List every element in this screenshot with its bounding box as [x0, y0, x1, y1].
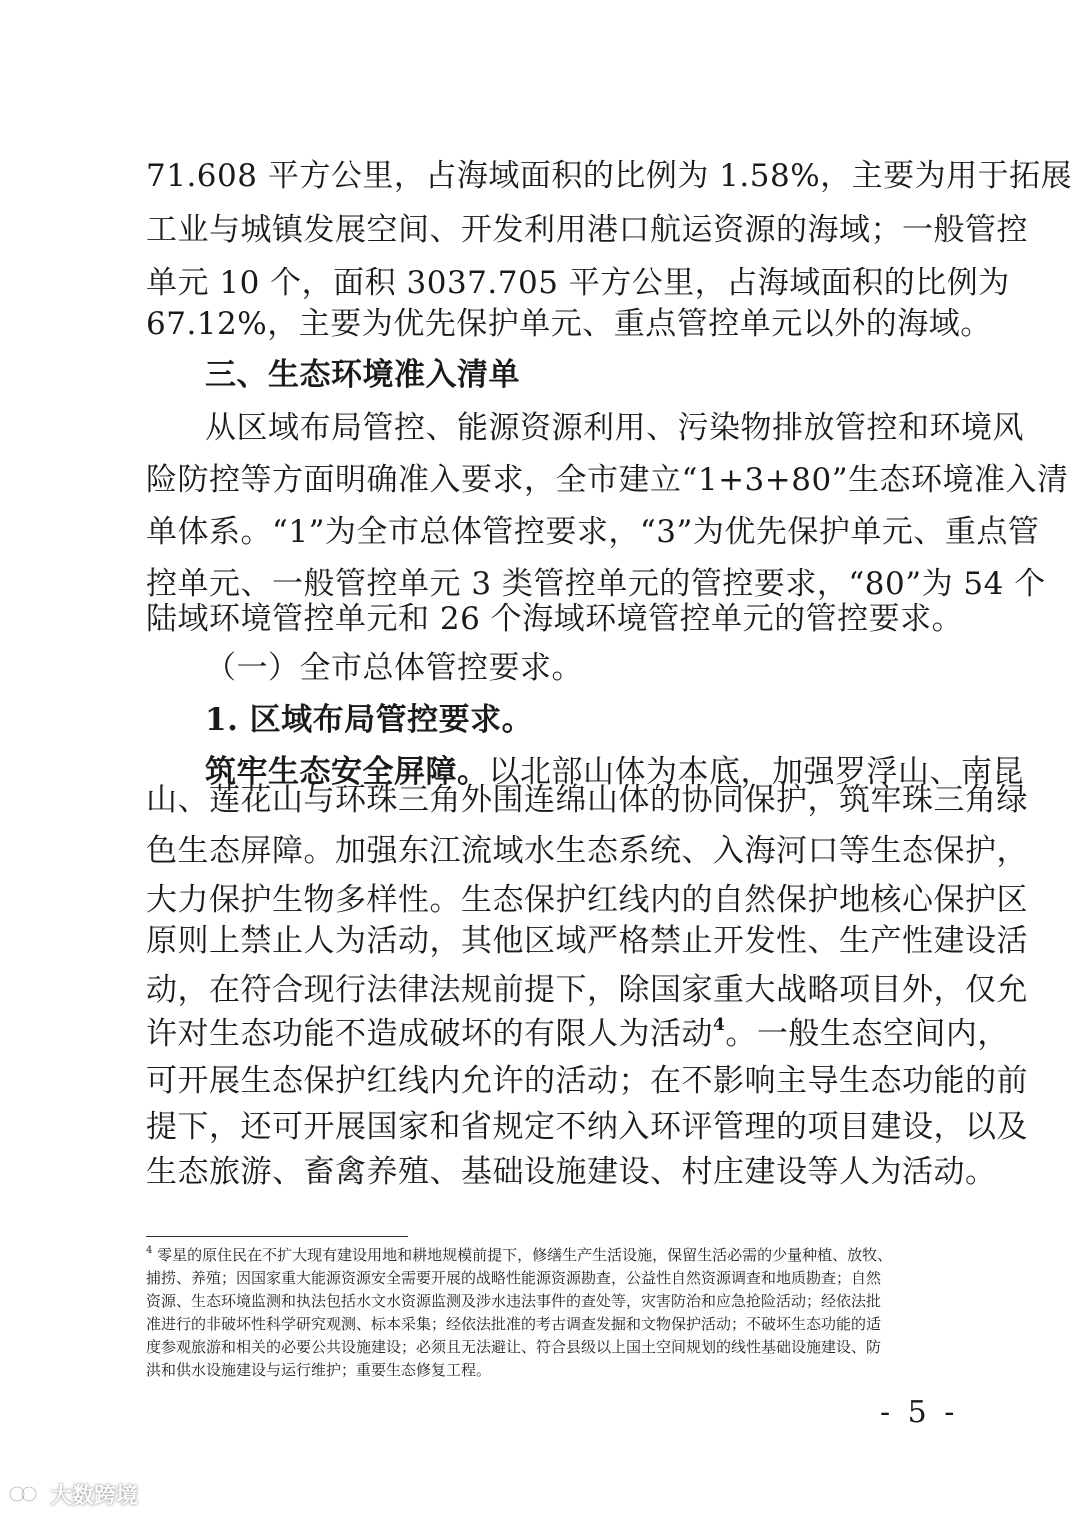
body-line-7: 险防控等方面明确准入要求，全市建立“1+3+80”生态环境准入清: [146, 462, 1069, 498]
body-line-14: 山、莲花山与环珠三角外围连绵山体的协同保护，筑牢珠三角绿: [146, 782, 1028, 818]
subsection-heading: （一）全市总体管控要求。: [205, 650, 583, 686]
footnote-ref[interactable]: 4: [713, 1015, 726, 1035]
body-line-10: 陆域环境管控单元和 26 个海域环境管控单元的管控要求。: [146, 601, 964, 637]
footnote-text-1: 零星的原住民在不扩大现有建设用地和耕地规模前提下，修缮生产生活设施，保留生活必需的少量种植、放牧、: [152, 1246, 893, 1264]
body-line-16: 大力保护生物多样性。生态保护红线内的自然保护地核心保护区: [146, 882, 1028, 918]
body-line-21: 提下，还可开展国家和省规定不纳入环评管理的项目建设，以及: [146, 1109, 1028, 1145]
watermark: [8, 1474, 138, 1514]
body-line-22: 生态旅游、畜禽养殖、基础设施建设、村庄建设等人为活动。: [146, 1154, 997, 1190]
body-line-19: [146, 1014, 1009, 1054]
paragraph-lead-rest: 以北部山体为本底，加强罗浮山、南昆: [488, 754, 1024, 790]
body-line-1: 71.608 平方公里，占海域面积的比例为 1.58%，主要为用于拓展: [146, 158, 1073, 194]
footnote-line-6: 洪和供水设施建设与运行维护；重要生态修复工程。: [146, 1361, 492, 1379]
body-line-20: 可开展生态保护红线内允许的活动；在不影响主导生态功能的前: [146, 1063, 1028, 1099]
body-line-15: 色生态屏障。加强东江流域水生态系统、入海河口等生态保护，: [146, 833, 1028, 869]
footnote-line-4: 准进行的非破坏性科学研究观测、标本采集；经依法批准的考古调查发掘和文物保护活动；不破坏生态功能的适: [146, 1315, 882, 1333]
body-line-17: 原则上禁止人为活动，其他区域严格禁止开发性、生产性建设活: [146, 923, 1028, 959]
section-heading: 三、生态环境准入清单: [205, 357, 520, 393]
footnote-line-5: 度参观旅游和相关的必要公共设施建设；必须且无法避让、符合县级以上国土空间规划的线性基础设施建设、防: [146, 1338, 882, 1356]
footnote-divider: [146, 1236, 408, 1237]
body-line-9: 控单元、一般管控单元 3 类管控单元的管控要求，“80”为 54 个: [146, 566, 1046, 602]
body-line-19b: 。一般生态空间内，: [725, 1016, 1009, 1052]
watermark-logo-icon: [8, 1481, 46, 1507]
footnote-line-2: 捕捞、养殖；因国家重大能源资源安全需要开展的战略性能源资源勘查，公益性自然资源调查和地质勘查；自然: [146, 1269, 882, 1287]
body-line-4: 67.12%，主要为优先保护单元、重点管控单元以外的海域。: [146, 306, 992, 342]
paragraph-lead: 筑牢生态安全屏障。: [205, 754, 489, 790]
page-number: - 5 -: [880, 1395, 959, 1430]
body-line-8: 单体系。“1”为全市总体管控要求，“3”为优先保护单元、重点管: [146, 514, 1040, 550]
body-line-2: 工业与城镇发展空间、开发利用港口航运资源的海域；一般管控: [146, 212, 1028, 248]
footnote-line-1: [146, 1244, 954, 1266]
body-line-19a: 许对生态功能不造成破坏的有限人为活动: [146, 1016, 713, 1052]
item-heading: 1. 区域布局管控要求。: [205, 702, 534, 738]
footnote-line-3: 资源、生态环境监测和执法包括水文水资源监测及涉水违法事件的查处等，灾害防治和应急抢险活动；经依法批: [146, 1292, 882, 1310]
body-line-3: 单元 10 个，面积 3037.705 平方公里，占海域面积的比例为: [146, 265, 1010, 301]
body-line-6: 从区域布局管控、能源资源利用、污染物排放管控和环境风: [205, 410, 1024, 446]
body-line-18: 动，在符合现行法律法规前提下，除国家重大战略项目外，仅允: [146, 972, 1028, 1008]
footnote-mark: 4: [146, 1245, 153, 1256]
watermark-text: 大数跨境: [50, 1483, 139, 1509]
